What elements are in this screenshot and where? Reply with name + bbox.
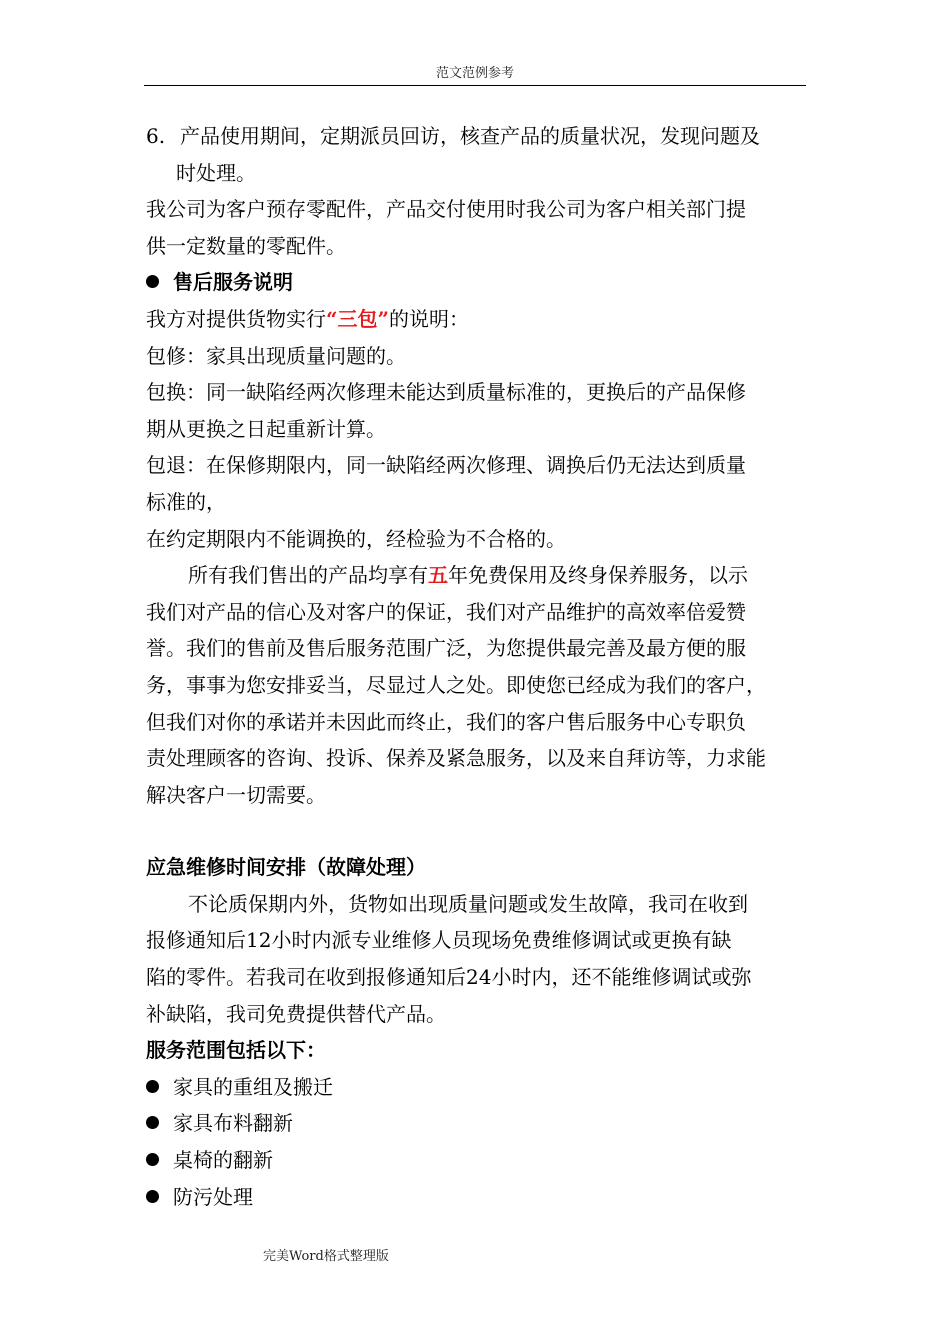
commitment-line3: 誉。我们的售前及售后服务范围广泛，为您提供最完善及最方便的服	[146, 636, 746, 661]
commitment-line1	[146, 557, 808, 594]
list-item	[146, 1142, 808, 1179]
scope-item-label: 桌椅的翻新	[173, 1148, 273, 1173]
item6-line2: 时处理。	[176, 160, 256, 185]
three-guarantees-suffix: 的说明：	[389, 306, 470, 331]
commitment-line5: 但我们对你的承诺并未因此而终止，我们的客户售后服务中心专职负	[146, 709, 746, 734]
refund-line2: 标准的，	[146, 489, 226, 514]
blank-line	[146, 813, 808, 849]
bullet-icon	[146, 275, 159, 288]
emergency-line2: 报修通知后12小时内派专业维修人员现场免费维修调试或更换有缺	[146, 928, 732, 953]
emergency-heading: 应急维修时间安排（故障处理）	[146, 855, 426, 880]
commitment-line2: 我们对产品的信心及对客户的保证，我们对产品维护的高效率倍爱赞	[146, 599, 746, 624]
header-rule	[144, 85, 806, 86]
document-body	[146, 118, 808, 1215]
list-item	[146, 1105, 808, 1142]
emergency-line1: 不论质保期内外，货物如出现质量问题或发生故障，我司在收到	[188, 891, 748, 916]
bullet-icon	[146, 1153, 159, 1166]
exchange-line1: 包换：同一缺陷经两次修理未能达到质量标准的，更换后的产品保修	[146, 380, 746, 405]
scope-item-label: 家具布料翻新	[173, 1111, 293, 1136]
three-guarantees-prefix: 我方对提供货物实行	[146, 306, 326, 331]
commitment-prefix: 所有我们售出的产品均享有	[188, 563, 428, 588]
after-sales-heading-text: 售后服务说明	[173, 270, 293, 295]
spare-parts-line2: 供一定数量的零配件。	[146, 233, 346, 258]
list-item	[146, 1179, 808, 1216]
after-sales-heading	[146, 264, 808, 301]
commitment-suffix: 年免费保用及终身保养服务，以示	[448, 563, 748, 588]
emergency-line4: 补缺陷，我司免费提供替代产品。	[146, 1001, 446, 1026]
bullet-icon	[146, 1116, 159, 1129]
commitment-line6: 责处理顾客的咨询、投诉、保养及紧急服务，以及来自拜访等，力求能	[146, 746, 766, 771]
commitment-line7: 解决客户一切需要。	[146, 782, 326, 807]
list-item	[146, 1069, 808, 1106]
commitment-line4: 务，事事为您安排妥当，尽显过人之处。即使您已经成为我们的客户，	[146, 672, 766, 697]
refund-line1: 包退：在保修期限内，同一缺陷经两次修理、调换后仍无法达到质量	[146, 453, 746, 478]
scope-item-label: 家具的重组及搬迁	[173, 1074, 333, 1099]
emergency-line3: 陷的零件。若我司在收到报修通知后24小时内，还不能维修调试或弥	[146, 965, 752, 990]
bullet-icon	[146, 1190, 159, 1203]
three-guarantees-highlight: “三包”	[326, 306, 390, 331]
three-guarantees-line	[146, 301, 808, 338]
list-number: 6.	[146, 124, 166, 148]
bullet-icon	[146, 1080, 159, 1093]
commitment-highlight: 五	[428, 563, 448, 588]
spare-parts-line1: 我公司为客户预存零配件，产品交付使用时我公司为客户相关部门提	[146, 197, 746, 222]
list-item-6	[146, 118, 808, 155]
page-header: 范文范例参考	[435, 66, 514, 81]
item6-line1: 产品使用期间，定期派员回访，核查产品的质量状况，发现问题及	[180, 124, 760, 148]
page-footer: 完美Word格式整理版	[263, 1249, 389, 1264]
refund-line3: 在约定期限内不能调换的，经检验为不合格的。	[146, 526, 566, 551]
scope-item-label: 防污处理	[173, 1184, 253, 1209]
repair-line: 包修：家具出现质量问题的。	[146, 343, 406, 368]
exchange-line2: 期从更换之日起重新计算。	[146, 416, 386, 441]
scope-heading: 服务范围包括以下：	[146, 1038, 326, 1063]
